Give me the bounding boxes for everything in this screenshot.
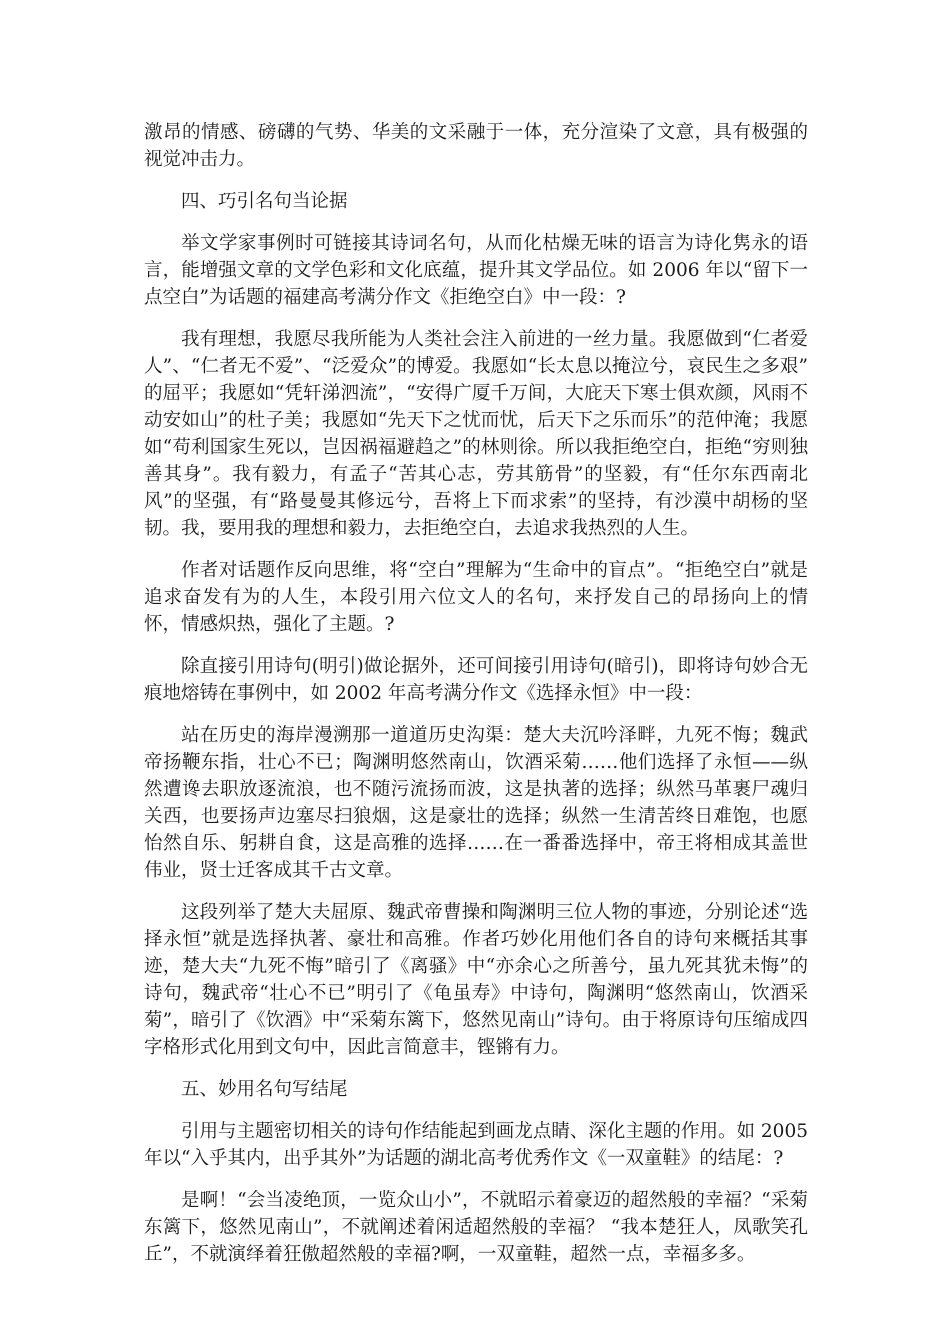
section-heading-five: 五、妙用名句写结尾: [181, 1079, 348, 1100]
section-heading-four: 四、巧引名句当论据: [181, 191, 348, 212]
paragraph: 除直接引用诗句(明引)做论据外，还可间接引用诗句(暗引)，即将诗句妙合无痕地熔铸在事例中，如 2002 年高考满分作文《选择永恒》中一段：: [144, 656, 808, 704]
paragraph: 举文学家事例时可链接其诗词名句，从而化枯燥无味的语言为诗化隽永的语言，能增强文章的文学色彩和文化底蕴，提升其文学品位。如 2006 年以“留下一点空白”为话题的福建高考满分作文《拒绝空白》中一段：?: [144, 233, 808, 308]
quoted-paragraph: 站在历史的海岸漫溯那一道道历史沟渠：楚大夫沉吟泽畔，九死不悔；魏武帝扬鞭东指，壮心不已；陶渊明悠然南山，饮酒采菊……他们选择了永恒——纵然遭谗去职放逐流浪，也不随污流扬而波，这是执著的选择；纵然马革裹尸魂归关西，也要扬声边塞尽扫狼烟，这是豪壮的选择；纵然一生清苦终日难饱，也愿怡然自乐、躬耕自食，这是高雅的选择……在一番番选择中，帝王将相成其盖世伟业，贤士迁客成其千古文章。: [144, 725, 808, 881]
quoted-paragraph: 是啊！“会当凌绝顶，一览众山小”，不就昭示着豪迈的超然般的幸福？“采菊东篱下，悠然见南山”，不就阐述着闲适超然般的幸福？ “我本楚狂人，凤歌笑孔丘”，不就演绎着狂傲超然般的幸福?啊，一双童鞋，超然一点，幸福多多。: [144, 1190, 808, 1265]
document-body: [144, 119, 808, 1283]
paragraph: 引用与主题密切相关的诗句作结能起到画龙点睛、深化主题的作用。如 2005 年以“入乎其内，出乎其外”为话题的湖北高考优秀作文《一双童鞋》的结尾：?: [144, 1121, 808, 1169]
paragraph: 作者对话题作反向思维，将“空白”理解为“生命中的盲点”。“拒绝空白”就是追求奋发有为的人生，本段引用六位文人的名句，来抒发自己的昂扬向上的情怀，情感炽热，强化了主题。?: [144, 560, 808, 635]
paragraph-continuation: 激昂的情感、磅礴的气势、华美的文采融于一体，充分渲染了文意，具有极强的视觉冲击力。: [144, 122, 808, 170]
paragraph: 这段列举了楚大夫屈原、魏武帝曹操和陶渊明三位人物的事迹，分别论述“选择永恒”就是选择执著、豪壮和高雅。作者巧妙化用他们各自的诗句来概括其事迹，楚大夫“九死不悔”暗引了《离骚》中“亦余心之所善兮，虽九死其犹未悔”的诗句，魏武帝“壮心不已”明引了《龟虽寿》中诗句，陶渊明“悠然南山，饮酒采菊”，暗引了《饮酒》中“采菊东篱下，悠然见南山”诗句。由于将原诗句压缩成四字格形式化用到文句中，因此言简意丰，铿锵有力。: [144, 902, 808, 1058]
quoted-paragraph: 我有理想，我愿尽我所能为人类社会注入前进的一丝力量。我愿做到“仁者爱人”、“仁者无不爱”、“泛爱众”的博爱。我愿如“长太息以掩泣兮，哀民生之多艰” 的屈平；我愿如“凭轩涕泗流”，“安得广厦千万间，大庇天下寒士俱欢颜，风雨不动安如山”的杜子美；我愿如“先天下之忧而忧，后天下之乐而乐”的范仲淹；我愿如“苟利国家生死以，岂因祸福避趋之”的林则徐。所以我拒绝空白，拒绝“穷则独善其身”。我有毅力，有孟子“苦其心志，劳其筋骨”的坚毅，有“任尔东西南北风”的坚强，有“路曼曼其修远兮，吾将上下而求索”的坚持，有沙漠中胡杨的坚韧。我，要用我的理想和毅力，去拒绝空白，去追求我热烈的人生。: [144, 329, 808, 539]
